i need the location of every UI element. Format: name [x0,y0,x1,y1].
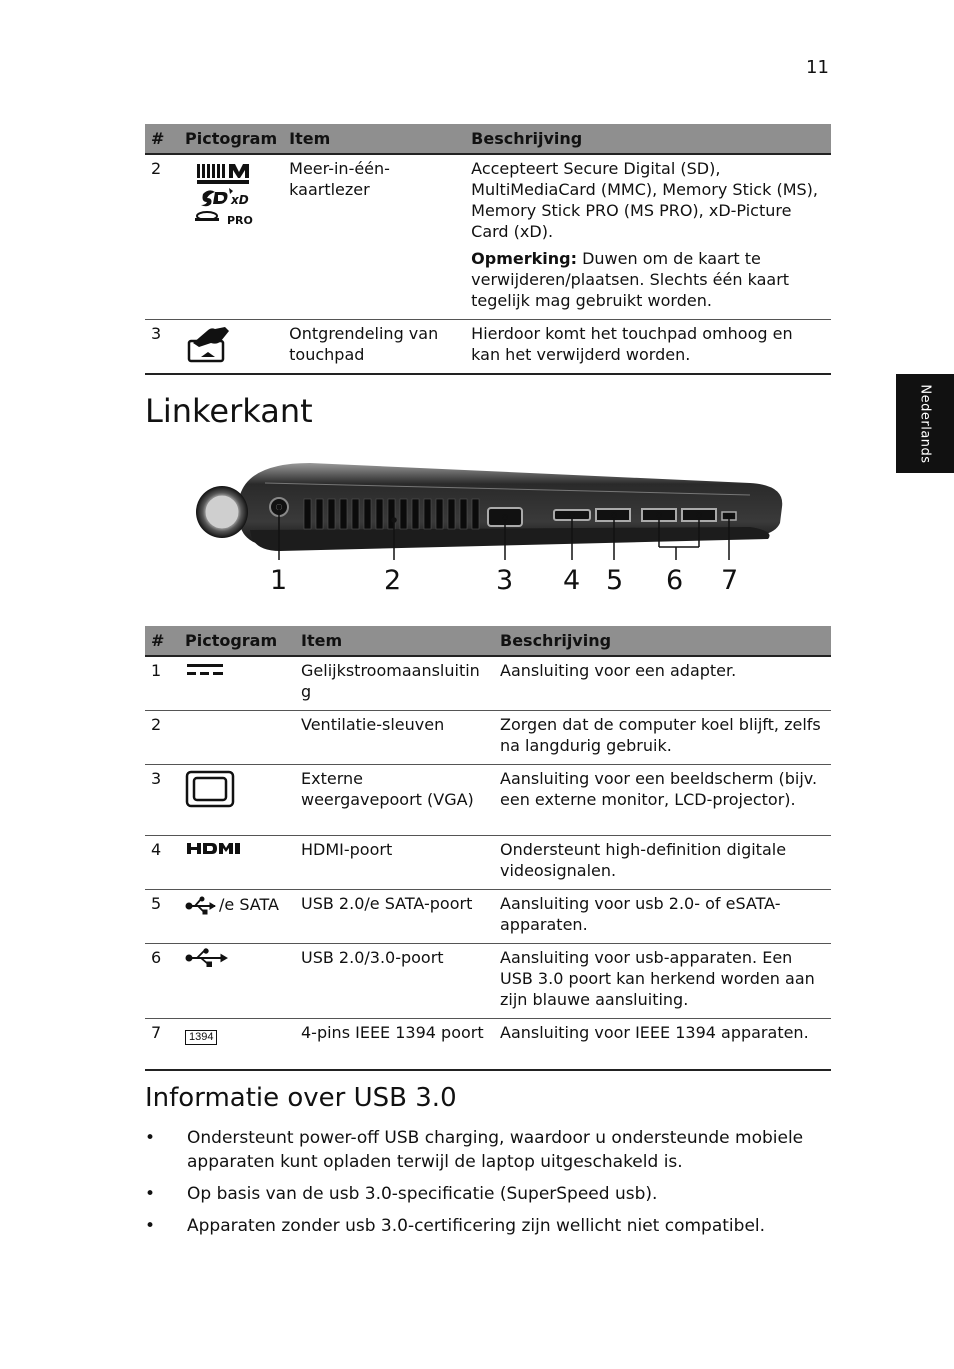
header-desc: Beschrijving [494,626,831,656]
row-item: USB 2.0/e SATA-poort [295,890,494,944]
bullet-dot: • [145,1184,156,1204]
list-item-text: Ondersteunt power-off USB charging, waardoor u ondersteunde mobiele apparaten kunt opladen terwijl de laptop uitgeschakeld is. [187,1128,804,1172]
callout-7: 7 [721,565,739,596]
header-item: Item [295,626,494,656]
row-desc-text: Accepteert Secure Digital (SD), MultiMediaCard (MMC), Memory Stick (MS), Memory Stick PRO (MS PRO), xD-Picture Card (xD). [471,159,818,241]
table-row [145,890,831,944]
dc-in-icon [185,660,225,680]
dc-in-icon-cell [179,656,295,711]
table-row [145,320,831,375]
ports-table [145,626,831,1071]
header-desc: Beschrijving [465,124,831,154]
language-tab [896,374,954,473]
table-row [145,944,831,1019]
card-reader-icon [185,158,265,230]
row-num: 2 [145,711,179,765]
list-item [145,1126,835,1174]
row-num: 7 [145,1019,179,1070]
row-desc: Aansluiting voor IEEE 1394 apparaten. [494,1019,831,1070]
row-item: Ontgrendeling van touchpad [283,320,465,375]
row-desc: Aansluiting voor een adapter. [494,656,831,711]
row-num: 2 [145,154,179,320]
table-row [145,836,831,890]
usb-esata-icon [185,895,219,915]
row-num: 6 [145,944,179,1019]
svg-text:PRO: PRO [227,214,253,227]
vga-monitor-icon [185,768,237,808]
bullet-dot: • [145,1128,156,1148]
usb-esata-icon-cell [179,890,295,944]
row-item: Externe weergavepoort (VGA) [295,765,494,836]
card-reader-icons [179,154,283,320]
row-desc: Aansluiting voor een beeldscherm (bijv. een externe monitor, LCD-projector). [494,765,831,836]
row-desc: Zorgen dat de computer koel blijft, zelfs na langdurig gebruik. [494,711,831,765]
row-num: 5 [145,890,179,944]
usb-icon [185,947,229,967]
ieee1394-icon-cell [179,1019,295,1070]
callout-2: 2 [384,565,402,596]
usb-icon-cell [179,944,295,1019]
table-header-row [145,124,831,154]
callout-6: 6 [666,565,684,596]
note [471,248,825,311]
note-label: Opmerking: [471,249,577,268]
language-tab-label: Nederlands [917,383,933,464]
header-num: # [145,124,179,154]
row-desc [465,154,831,320]
subsection-title: Informatie over USB 3.0 [145,1083,457,1113]
usb3-info-list [145,1126,835,1246]
table-row [145,656,831,711]
row-item: USB 2.0/3.0-poort [295,944,494,1019]
row-desc: Hierdoor komt het touchpad omhoog en kan het verwijderd worden. [465,320,831,375]
ieee1394-icon: 1394 [185,1030,217,1045]
row-num: 4 [145,836,179,890]
note-text: Duwen om de kaart te verwijderen/plaatsen. Slechts één kaart tegelijk mag gebruikt worden. [471,249,790,310]
row-num: 3 [145,765,179,836]
table-row [145,1019,831,1070]
usb-esata-icon-text: /e SATA [219,895,279,914]
row-item: Gelijkstroomaansluiting [295,656,494,711]
row-desc: Aansluiting voor usb-apparaten. Een USB 3.0 poort kan herkend worden aan zijn blauwe aansluiting. [494,944,831,1019]
section-title: Linkerkant [145,392,313,430]
bullet-dot: • [145,1216,156,1236]
row-icon-empty [179,711,295,765]
callout-1: 1 [270,565,288,596]
row-item: Meer-in-één-kaartlezer [283,154,465,320]
header-item: Item [283,124,465,154]
header-icon: Pictogram [179,626,295,656]
row-item: HDMI-poort [295,836,494,890]
hdmi-icon [185,839,243,857]
row-desc: Aansluiting voor usb 2.0- of eSATA-apparaten. [494,890,831,944]
header-icon: Pictogram [179,124,283,154]
row-item: 4-pins IEEE 1394 poort [295,1019,494,1070]
row-item: Ventilatie-sleuven [295,711,494,765]
svg-text:xD: xD [231,193,249,207]
card-reader-table [145,124,831,375]
row-num: 1 [145,656,179,711]
header-num: # [145,626,179,656]
table-header-row [145,626,831,656]
list-item-text: Op basis van de usb 3.0-specificatie (SuperSpeed usb). [187,1184,658,1204]
list-item-text: Apparaten zonder usb 3.0-certificering zijn wellicht niet compatibel. [187,1216,766,1236]
list-item [145,1182,835,1206]
row-desc: Ondersteunt high-definition digitale videosignalen. [494,836,831,890]
vga-icon-cell [179,765,295,836]
page-number: 11 [806,57,829,78]
table-row [145,154,831,320]
table-row [145,711,831,765]
touchpad-release-icon [185,323,233,365]
touchpad-release-icon-cell [179,320,283,375]
row-num: 3 [145,320,179,375]
callout-4: 4 [563,565,581,596]
callout-5: 5 [606,565,624,596]
list-item [145,1214,835,1238]
hdmi-icon-cell [179,836,295,890]
callout-3: 3 [496,565,514,596]
table-row [145,765,831,836]
